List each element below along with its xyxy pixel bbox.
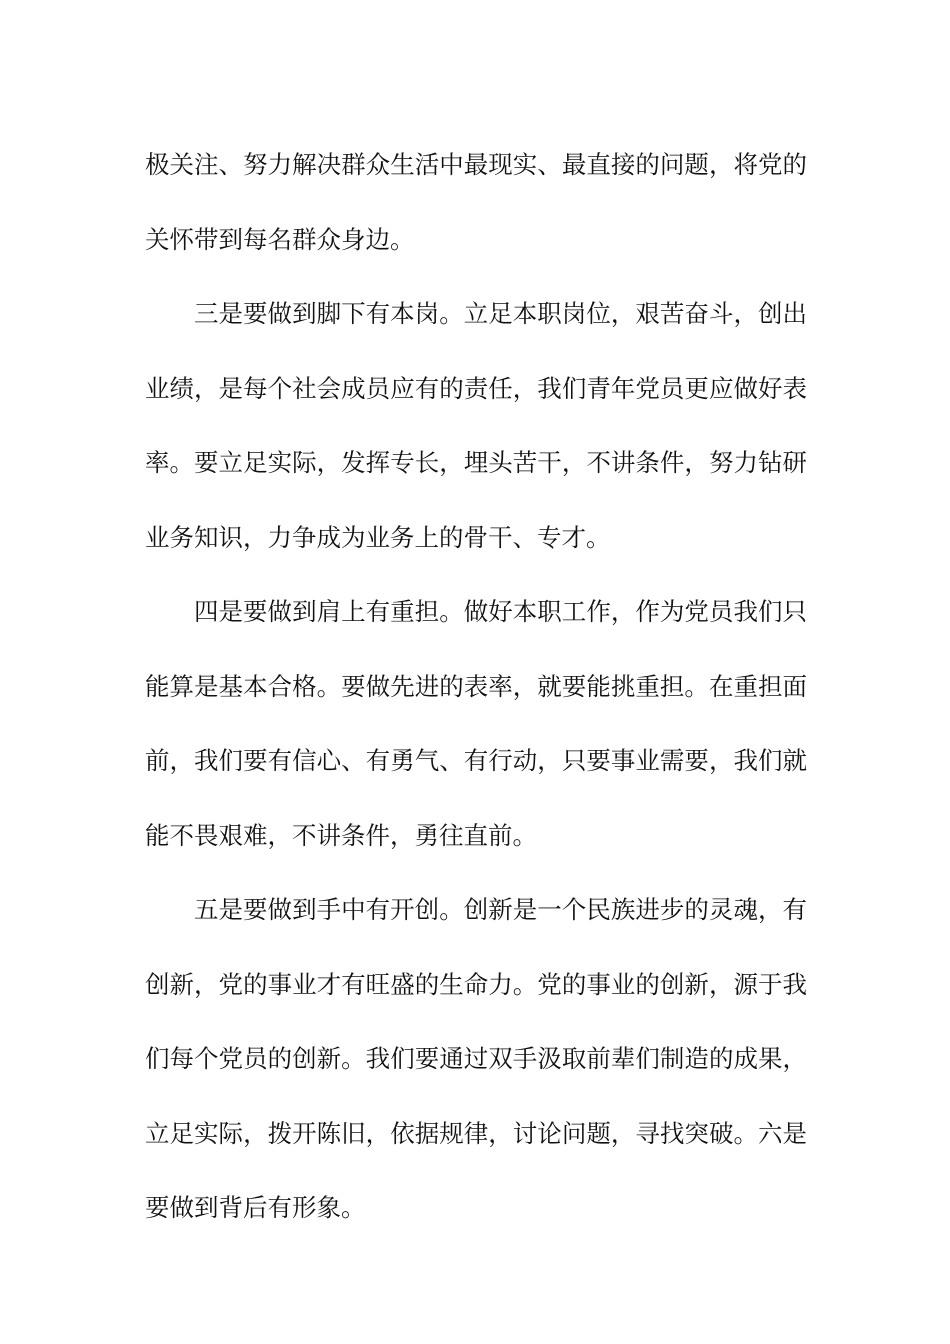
paragraph-1	[145, 128, 807, 277]
text-line: 三是要做到脚下有本岗。立足本职岗位，艰苦奋斗，创出	[194, 299, 807, 328]
text-line: 们每个党员的创新。我们要通过双手汲取前辈们制造的成果，	[145, 1044, 807, 1073]
text-line: 能不畏艰难，不讲条件，勇往直前。	[145, 820, 537, 850]
text-line: 五是要做到手中有开创。创新是一个民族进步的灵魂，有	[194, 895, 807, 924]
text-line: 前，我们要有信心、有勇气、有行动，只要事业需要，我们就	[145, 746, 807, 775]
paragraph-4	[145, 873, 807, 1246]
text-line: 能算是基本合格。要做先进的表率，就要能挑重担。在重担面	[145, 671, 807, 701]
text-line: 立足实际，拨开陈旧，依据规律，讨论问题，寻找突破。六是	[145, 1118, 807, 1148]
text-line: 率。要立足实际，发挥专长，埋头苦干，不讲条件，努力钻研	[145, 448, 807, 477]
text-line: 创新，党的事业才有旺盛的生命力。党的事业的创新，源于我	[145, 969, 807, 999]
paragraph-2	[145, 277, 807, 575]
text-line: 关怀带到每名群众身边。	[145, 224, 415, 254]
text-line: 业绩，是每个社会成员应有的责任，我们青年党员更应做好表	[145, 373, 807, 403]
text-line: 要做到背后有形象。	[145, 1193, 366, 1222]
text-line: 业务知识，力争成为业务上的骨干、专才。	[145, 522, 611, 552]
text-line: 四是要做到肩上有重担。做好本职工作，作为党员我们只	[194, 597, 807, 626]
text-line: 极关注、努力解决群众生活中最现实、最直接的问题，将党的	[145, 150, 807, 179]
paragraph-3	[145, 575, 807, 873]
body-text	[145, 128, 807, 1246]
